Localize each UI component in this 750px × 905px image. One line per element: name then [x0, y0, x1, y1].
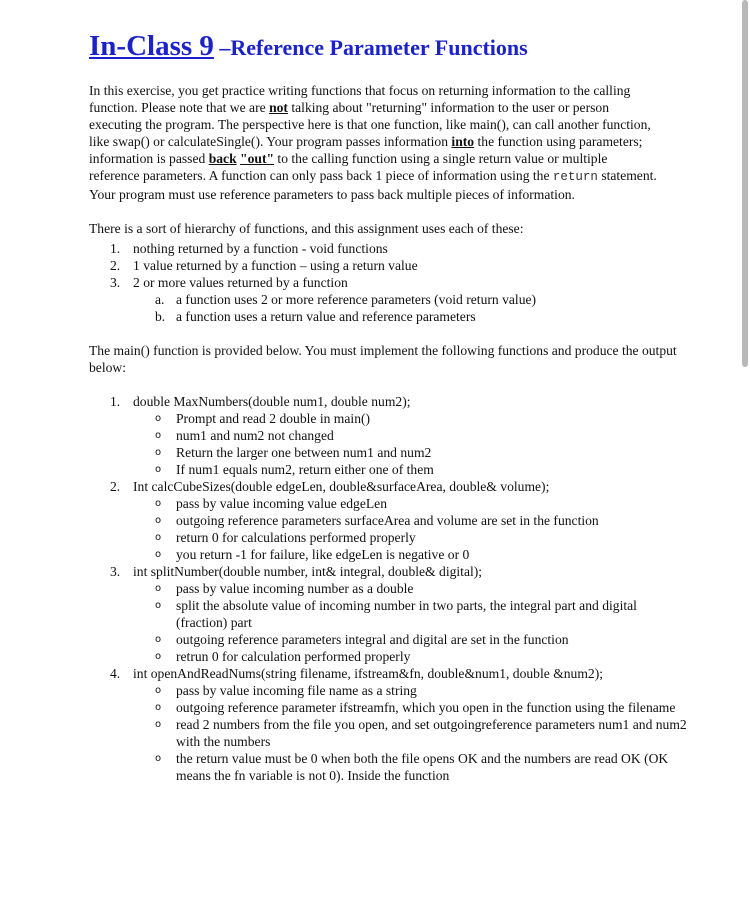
title-subtitle: –Reference Parameter Functions — [213, 35, 528, 60]
title-link[interactable]: In-Class 9 — [89, 30, 214, 62]
bullet-icon: o — [155, 685, 162, 696]
function-list — [89, 393, 689, 784]
emphasis-not: not — [269, 100, 288, 115]
list-item: b. a function uses a return value and reference parameters — [155, 309, 476, 324]
requirement-item: o the return value must be 0 when both the file opens OK and the numbers are read OK (OK means the fn variable is not 0). Inside the function — [155, 751, 669, 783]
intro-text-1: In this exercise, you get practice writing functions that focus on returning information to the calling function. Please note that we are — [89, 83, 631, 115]
page-title — [89, 30, 689, 62]
bullet-icon: o — [155, 532, 162, 543]
list-item: 3. 2 or more values returned by a function a. a function uses 2 or more reference parameters (void return value) b. a function uses a return value and reference parameters — [89, 274, 689, 325]
hierarchy-list — [89, 240, 689, 325]
function-item: 4. int openAndReadNums(string filename, ifstream&fn, double&num1, double &num2); o pass by value incoming file name as a string o outgoing reference parameter ifstreamfn, which you open in the function using the filename o read 2 numbers from the file you open, and set outgoingreference parameters num1 and num2 with the numbers o the return value must be 0 when both the file opens OK and the numbers are read OK (OK means the fn variable is not 0). Inside the function — [89, 665, 689, 784]
function-item: 3. int splitNumber(double number, int& integral, double& digital); o pass by value incoming number as a double o split the absolute value of incoming number in two parts, the integral part and digital (fraction) part o outgoing reference parameters integral and digital are set in the function o retrun 0 for calculation performed properly — [89, 563, 689, 665]
emphasis-into: into — [451, 134, 475, 149]
requirement-item: o pass by value incoming value edgeLen — [155, 496, 388, 511]
list-item: 1. nothing returned by a function - void functions — [110, 241, 388, 256]
bullet-icon: o — [155, 634, 162, 645]
code-return: return — [552, 170, 598, 184]
list-item: a. a function uses 2 or more reference parameters (void return value) — [155, 292, 537, 307]
bullet-icon: o — [155, 719, 162, 730]
requirement-item: o If num1 equals num2, return either one of them — [155, 462, 434, 477]
bullet-icon: o — [155, 498, 162, 509]
hierarchy-lead: There is a sort of hierarchy of functions, and this assignment uses each of these: — [89, 221, 524, 236]
function-signature: double MaxNumbers(double num1, double num2); — [133, 394, 411, 409]
requirement-item: o Return the larger one between num1 and num2 — [155, 445, 432, 460]
bullet-icon: o — [155, 651, 162, 662]
requirement-list — [133, 495, 689, 563]
requirement-item: o you return -1 for failure, like edgeLen is negative or 0 — [155, 547, 470, 562]
bullet-icon: o — [155, 549, 162, 560]
intro-text-2: talking about "returning" information to the user or person executing the program. The perspective here is that one function, like main(), can call another function, like swap() or calculateSingle(). Your program passes information — [89, 100, 651, 149]
function-item: 1. double MaxNumbers(double num1, double num2); o Prompt and read 2 double in main() o num1 and num2 not changed o Return the larger one between num1 and num2 o If num1 equals num2, return either one of them — [89, 393, 689, 478]
requirement-list — [133, 580, 689, 665]
requirement-item: o outgoing reference parameters surfaceArea and volume are set in the function — [155, 513, 599, 528]
function-signature: Int calcCubeSizes(double edgeLen, double&surfaceArea, double& volume); — [133, 479, 550, 494]
bullet-icon: o — [155, 430, 162, 441]
requirement-item: o split the absolute value of incoming number in two parts, the integral part and digital (fraction) part — [155, 598, 637, 630]
bullet-icon: o — [155, 753, 162, 764]
requirement-item: o retrun 0 for calculation performed properly — [155, 649, 411, 664]
list-item: 2. 1 value returned by a function – using a return value — [110, 258, 418, 273]
intro-paragraph — [89, 82, 661, 203]
vertical-scrollbar[interactable] — [742, 0, 748, 367]
requirement-item: o pass by value incoming file name as a string — [155, 683, 417, 698]
requirement-item: o outgoing reference parameter ifstreamfn, which you open in the function using the filename — [155, 700, 676, 715]
bullet-icon: o — [155, 515, 162, 526]
requirement-item: o outgoing reference parameters integral and digital are set in the function — [155, 632, 569, 647]
main-paragraph: The main() function is provided below. You must implement the following functions and produce the output below: — [89, 343, 677, 375]
requirement-item: o num1 and num2 not changed — [155, 428, 334, 443]
bullet-icon: o — [155, 702, 162, 713]
requirement-item: o return 0 for calculations performed properly — [155, 530, 416, 545]
function-item: 2. Int calcCubeSizes(double edgeLen, double&surfaceArea, double& volume); o pass by value incoming value edgeLen o outgoing reference parameters surfaceArea and volume are set in the function o return 0 for calculations performed properly o you return -1 for failure, like edgeLen is negative or 0 — [89, 478, 689, 563]
requirement-list — [133, 682, 689, 784]
document-page — [89, 30, 689, 784]
bullet-icon: o — [155, 583, 162, 594]
intro-text-4: to the calling function using a single return value or multiple reference parameters. A function can only pass back 1 piece of information using the — [89, 151, 608, 183]
requirement-item: o pass by value incoming number as a double — [155, 581, 414, 596]
emphasis-back: back — [208, 151, 237, 166]
bullet-icon: o — [155, 464, 162, 475]
emphasis-out: "out" — [240, 151, 275, 166]
bullet-icon: o — [155, 600, 162, 611]
intro-text-3: the function using parameters; information is passed — [89, 134, 643, 166]
function-signature: int openAndReadNums(string filename, ifstream&fn, double&num1, double &num2); — [133, 666, 604, 681]
requirement-item: o Prompt and read 2 double in main() — [155, 411, 371, 426]
bullet-icon: o — [155, 413, 162, 424]
function-signature: int splitNumber(double number, int& integral, double& digital); — [133, 564, 483, 579]
requirement-item: o read 2 numbers from the file you open, and set outgoingreference parameters num1 and num2 with the numbers — [155, 717, 687, 749]
bullet-icon: o — [155, 447, 162, 458]
intro-text-5: statement. Your program must use reference parameters to pass back multiple pieces of information. — [89, 168, 657, 202]
hierarchy-sublist — [133, 291, 689, 325]
requirement-list — [133, 410, 689, 478]
